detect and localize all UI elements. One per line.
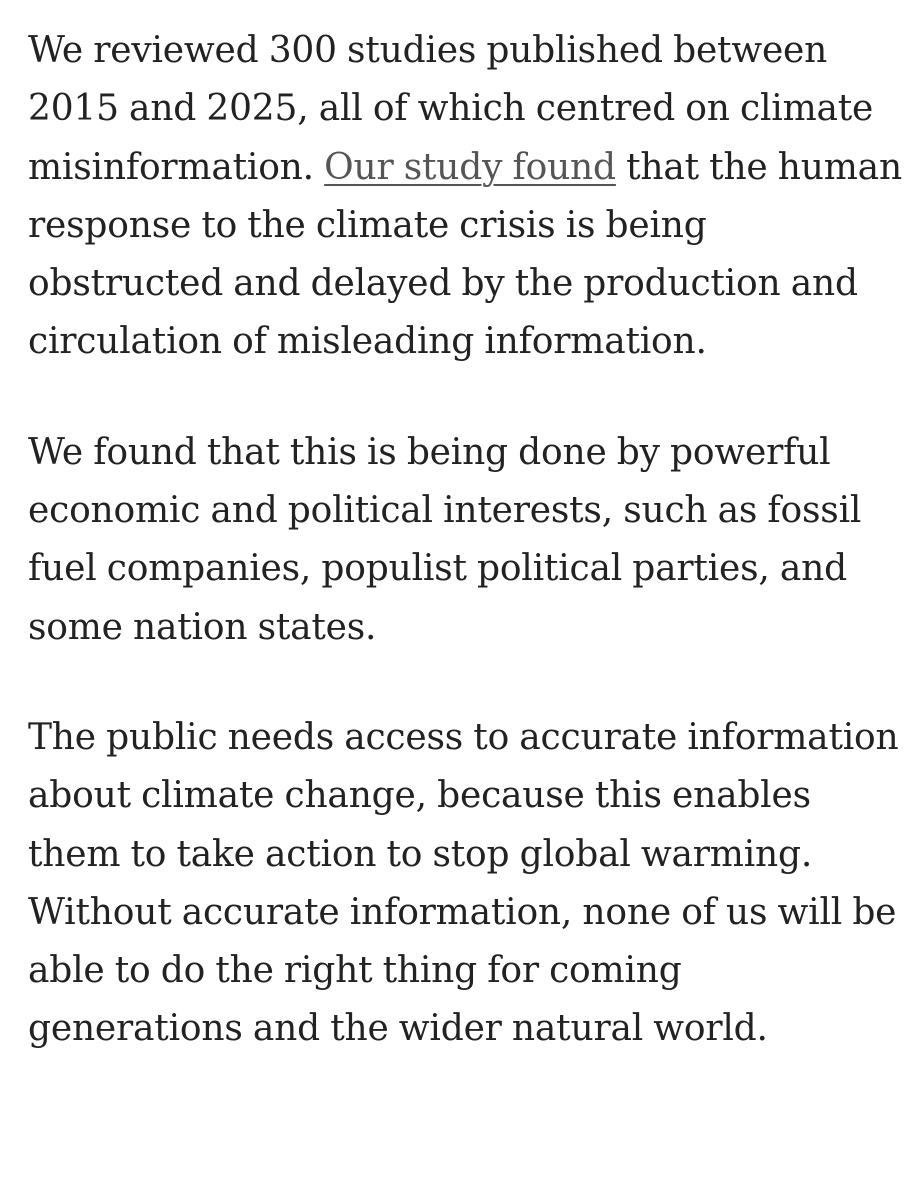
paragraph-1-text-start: We reviewed 300 studies published between 2015 and 2025, all of which centred on climate misinformation.: [28, 30, 874, 188]
paragraph-2: We found that this is being done by powerful economic and political interests, such as fossil fuel companies, populist political parties, and some nation states.: [28, 431, 862, 648]
our-study-found-link[interactable]: Our study found: [324, 146, 616, 188]
article-body: [28, 22, 903, 1059]
paragraph-1-text-end: that the human response to the climate crisis is being obstructed and delayed by the production and circulation of misleading information.: [28, 146, 902, 363]
paragraph-1: [28, 22, 903, 372]
paragraph-3: The public needs access to accurate information about climate change, because this enables them to take action to stop global warming. Without accurate information, none of us will be able to do the right thing for coming generations and the wider natural world.: [28, 716, 899, 1050]
